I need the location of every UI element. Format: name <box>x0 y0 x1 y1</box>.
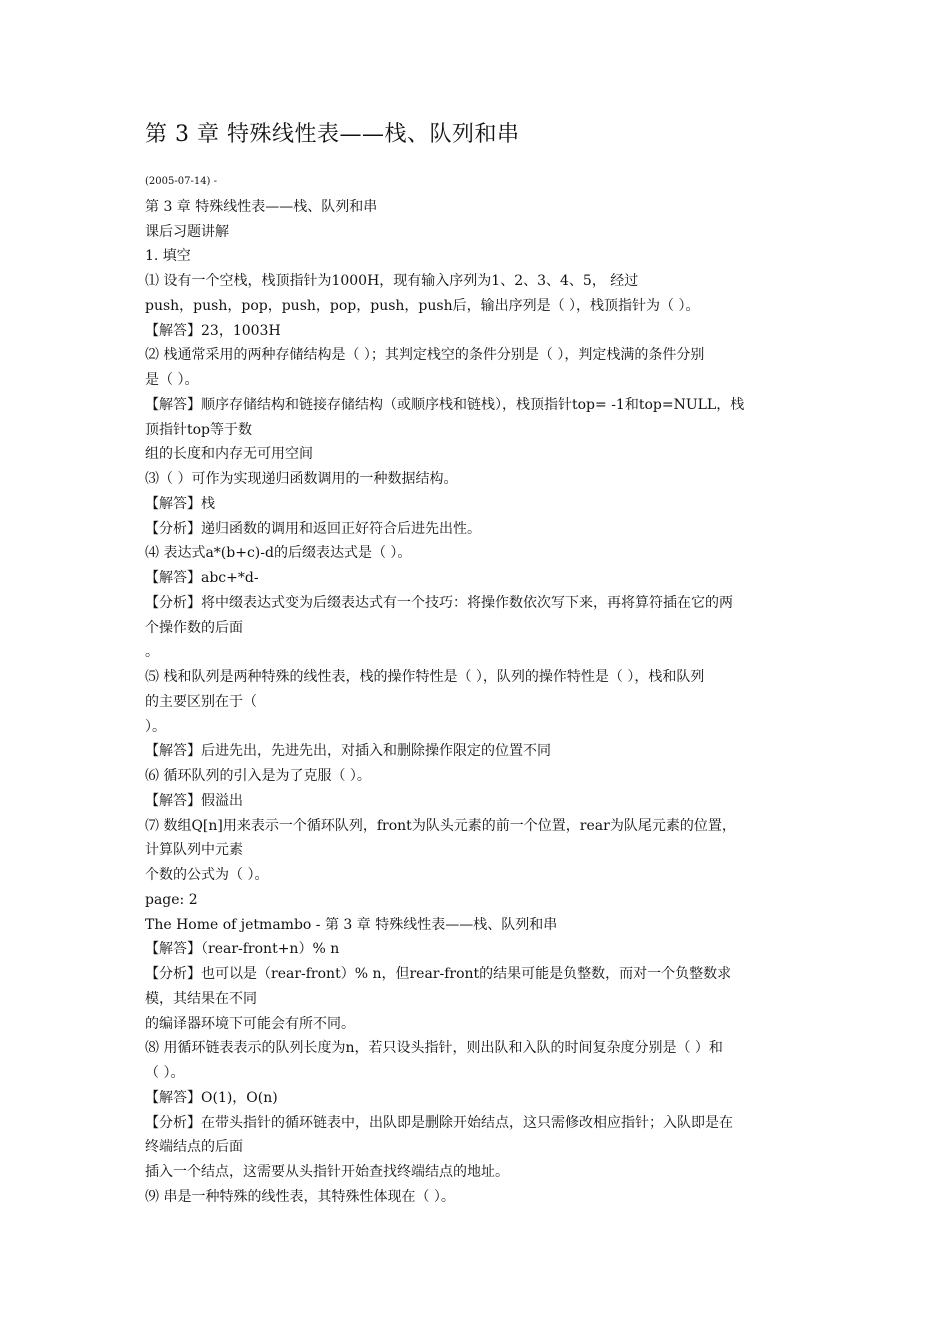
date-line: (2005-07-14) - <box>145 176 218 187</box>
text-line: 顶指针top等于数 <box>145 421 253 438</box>
text-line: 。 <box>145 644 159 661</box>
text-line: ⑷ 表达式a*(b+c)-d的后缀表达式是（ ）。 <box>145 545 412 562</box>
text-line: 1. 填空 <box>145 248 191 265</box>
text-line: 个数的公式为（ ）。 <box>145 867 269 883</box>
document-body <box>145 170 815 1210</box>
text-line: （ ）。 <box>145 1065 185 1081</box>
text-line: ⑴ 设有一个空栈，栈顶指针为1000H，现有输入序列为1、2、3、4、5， 经过 <box>145 273 639 289</box>
analysis-line: 【分析】将中缀表达式变为后缀表达式有一个技巧：将操作数依次写下来，再将算符插在它的两 <box>145 594 733 611</box>
text-line: 第 3 章 特殊线性表——栈、队列和串 <box>145 198 378 215</box>
text-line: ）。 <box>145 718 166 735</box>
analysis-line: 【分析】也可以是（rear-front）% n，但rear-front的结果可能是负整数，而对一个负整数求 <box>145 966 732 982</box>
text-line: push，push，pop，push，pop，push，push后，输出序列是（ ），栈顶指针为（ ）。 <box>145 297 700 314</box>
text-line: ⑶（ ）可作为实现递归函数调用的一种数据结构。 <box>145 471 458 487</box>
text-line: 计算队列中元素 <box>145 842 243 859</box>
answer-line: 【解答】23，1003H <box>145 322 281 339</box>
answer-line: 【解答】栈 <box>145 495 215 512</box>
text-line: 课后习题讲解 <box>145 223 229 240</box>
text-line: 模，其结果在不同 <box>145 990 257 1007</box>
document-title: 第 3 章 特殊线性表——栈、队列和串 <box>145 122 520 147</box>
text-line: 插入一个结点，这需要从头指针开始查找终端结点的地址。 <box>145 1164 509 1180</box>
text-line: 终端结点的后面 <box>145 1139 243 1156</box>
answer-line: 【解答】（rear-front+n）% n <box>145 941 340 958</box>
text-line: ⑹ 循环队列的引入是为了克服（ ）。 <box>145 768 371 784</box>
running-header-line: The Home of jetmambo - 第 3 章 特殊线性表——栈、队列和串 <box>145 916 558 933</box>
text-line: ⑵ 栈通常采用的两种存储结构是（ ）；其判定栈空的条件分别是（ ），判定栈满的条件分别 <box>145 347 705 364</box>
text-line: 个操作数的后面 <box>145 619 243 636</box>
text-line: ⑼ 串是一种特殊的线性表，其特殊性体现在（ ）。 <box>145 1188 455 1205</box>
answer-line: 【解答】顺序存储结构和链接存储结构（或顺序栈和链栈），栈顶指针top= -1和top=NULL，栈 <box>145 396 745 413</box>
text-line: 是（ ）。 <box>145 372 199 388</box>
text-line: 的编译器环境下可能会有所不同。 <box>145 1015 355 1032</box>
text-line: ⑻ 用循环链表表示的队列长度为n，若只设头指针，则出队和入队的时间复杂度分别是（ ）和 <box>145 1040 723 1057</box>
text-line: ⑸ 栈和队列是两种特殊的线性表，栈的操作特性是（ ），队列的操作特性是（ ），栈和队列 <box>145 669 705 685</box>
answer-line: 【解答】O(1)，O(n) <box>145 1089 278 1106</box>
text-line: 组的长度和内存无可用空间 <box>145 446 313 463</box>
text-line: 的主要区别在于（ <box>145 693 257 710</box>
answer-line: 【解答】假溢出 <box>145 792 243 809</box>
text-line: ⑺ 数组Q[n]用来表示一个循环队列，front为队头元素的前一个位置，rear为队尾元素的位置， <box>145 817 736 834</box>
analysis-line: 【分析】在带头指针的循环链表中，出队即是删除开始结点，这只需修改相应指针；入队即是在 <box>145 1114 733 1131</box>
answer-line: 【解答】abc+*d- <box>145 570 259 586</box>
page-number-line: page: 2 <box>145 891 198 908</box>
analysis-line: 【分析】递归函数的调用和返回正好符合后进先出性。 <box>145 520 481 537</box>
answer-line: 【解答】后进先出，先进先出，对插入和删除操作限定的位置不同 <box>145 743 551 760</box>
